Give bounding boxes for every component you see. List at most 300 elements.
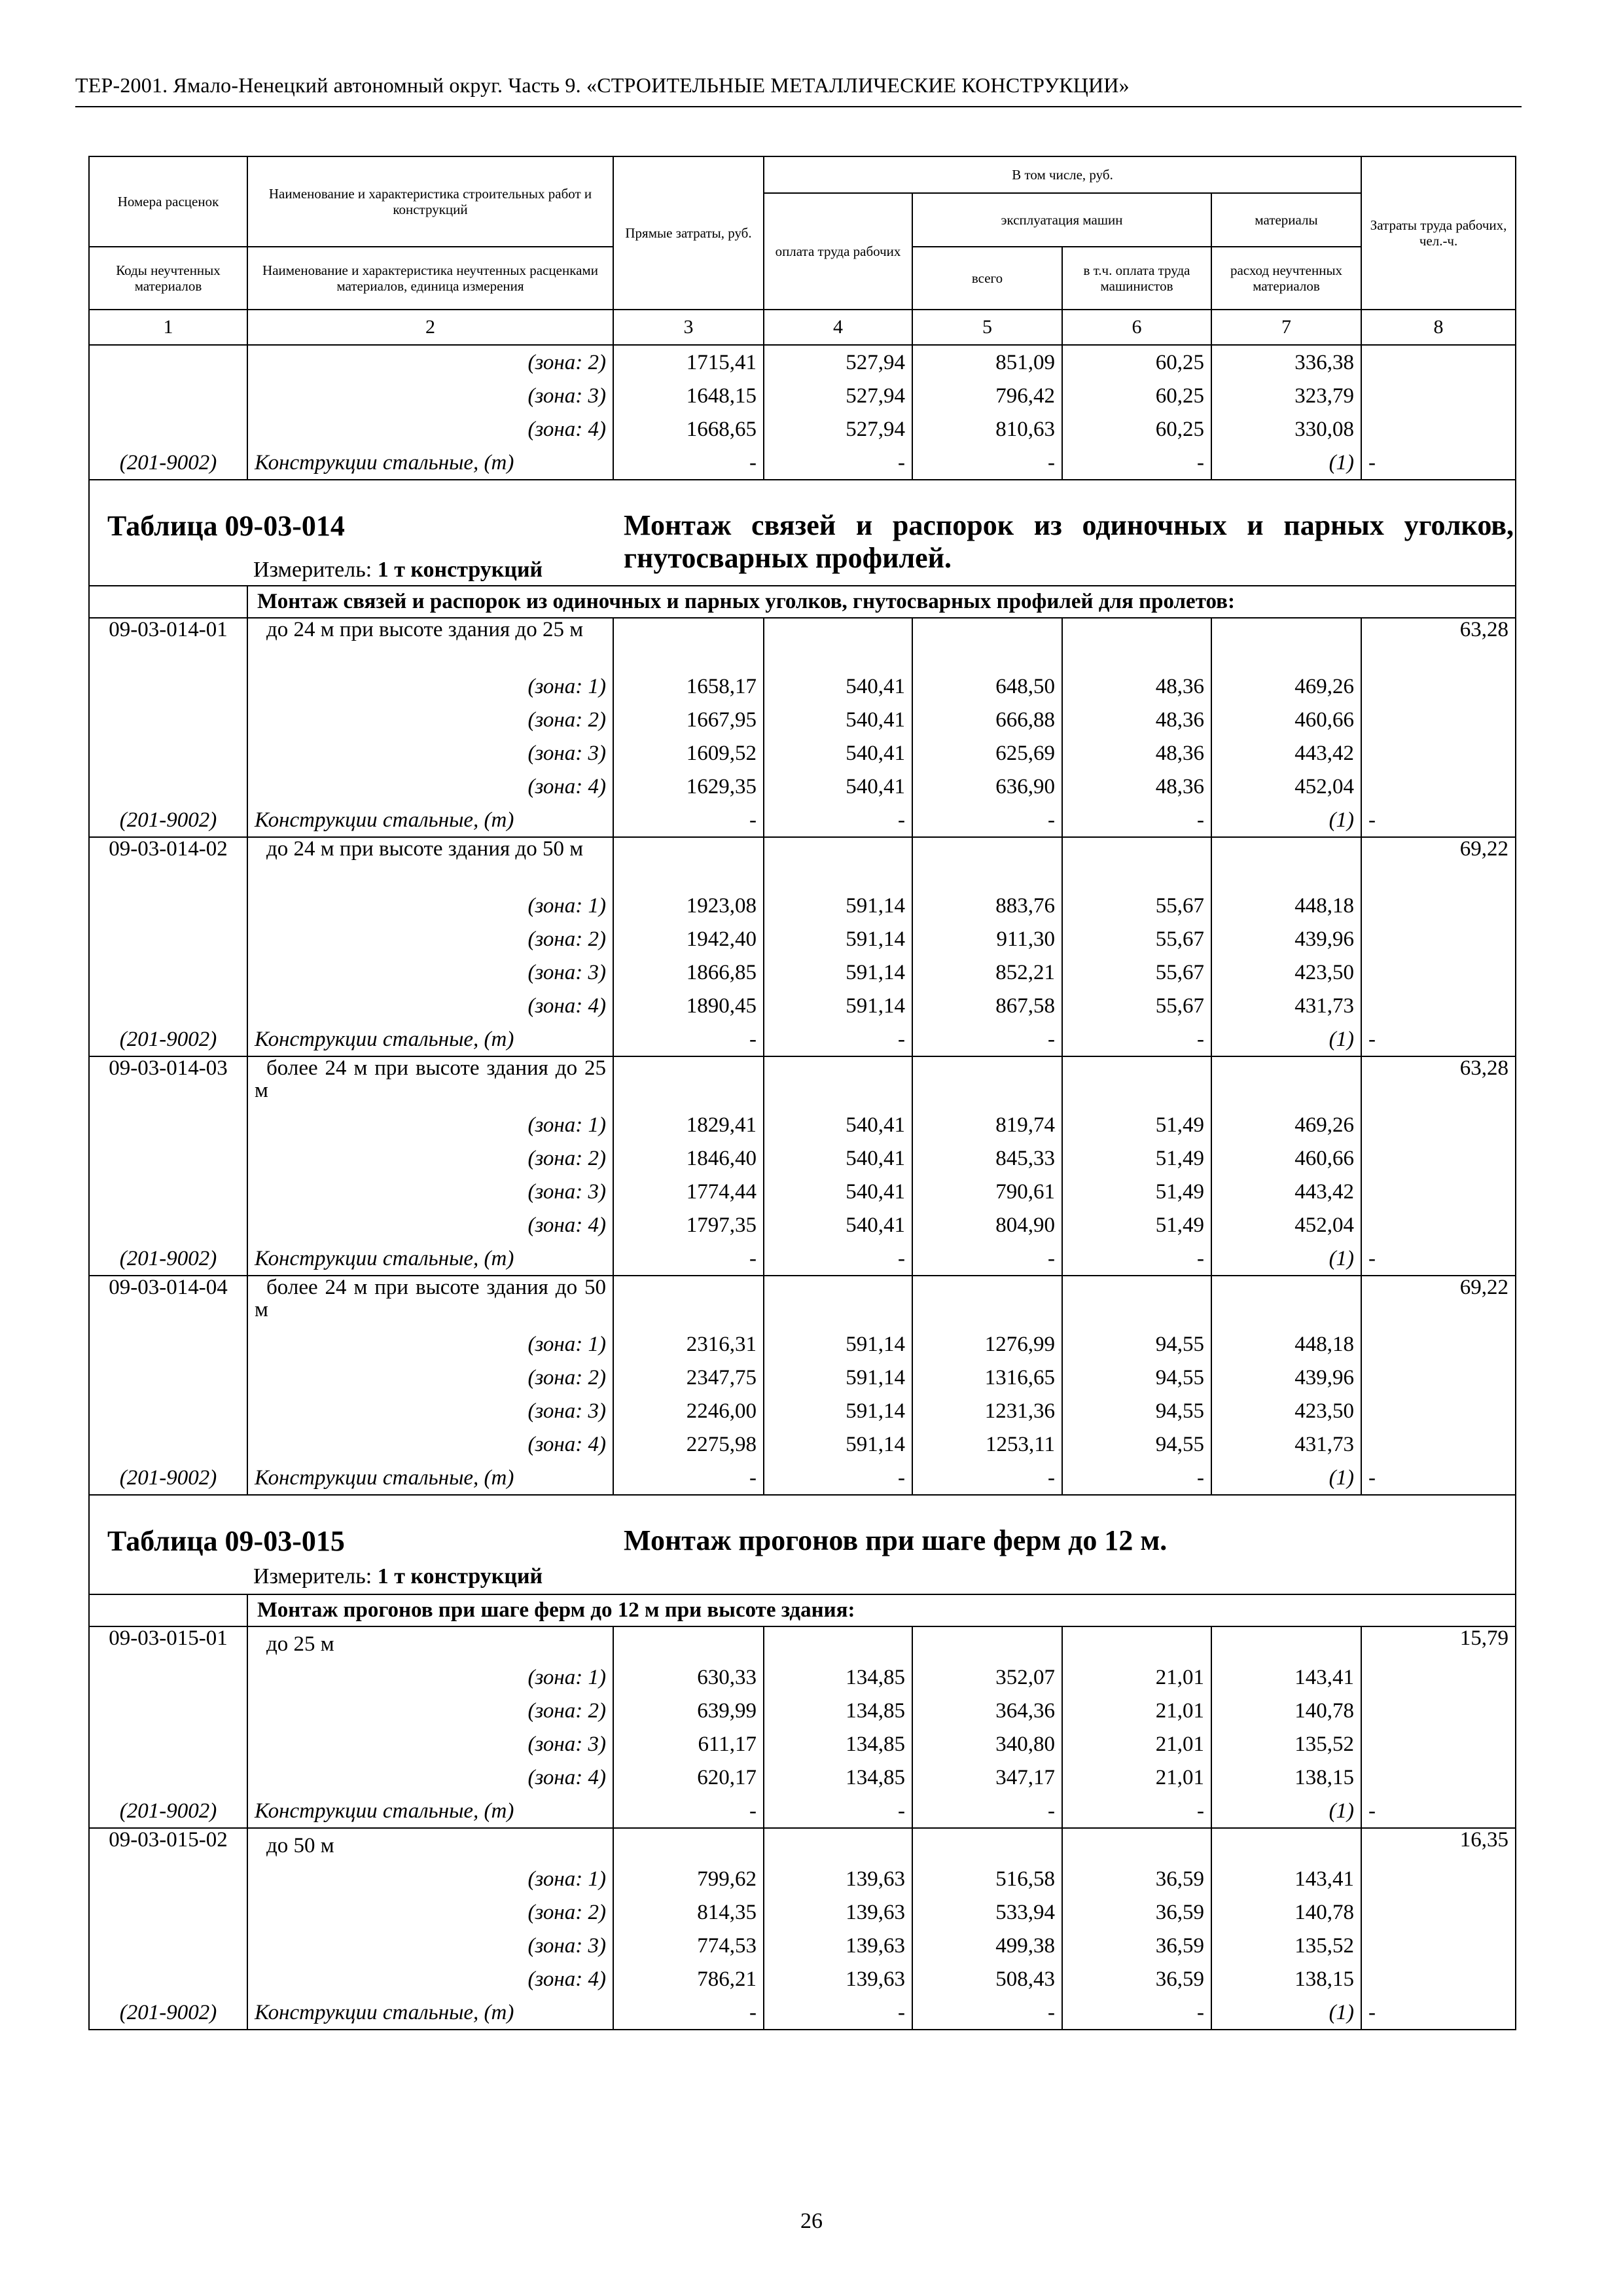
table-title-row [89, 1495, 1516, 1594]
machine-labor: 21,01 [1062, 1694, 1211, 1727]
header-materials: материалы [1211, 193, 1361, 247]
empty-cell [1361, 1208, 1516, 1242]
zone-row [89, 1660, 1516, 1694]
machine-labor: 36,59 [1062, 1929, 1211, 1962]
empty-cell [1211, 1626, 1361, 1660]
table-name: Таблица 09-03-015 [107, 1525, 345, 1557]
material-code: (201-9002) [89, 803, 247, 837]
empty-cell [89, 586, 247, 618]
material-code: (201-9002) [89, 446, 247, 480]
rate-description: до 24 м при высоте здания до 50 м [247, 837, 613, 889]
empty-cell [89, 1394, 247, 1427]
direct-cost: 1890,45 [613, 989, 764, 1022]
materials-cost: 138,15 [1211, 1761, 1361, 1794]
dash-cell: - [912, 1242, 1062, 1276]
direct-cost: 1715,41 [613, 345, 764, 379]
col-number: 2 [247, 310, 613, 345]
rate-description: до 24 м при высоте здания до 25 м [247, 618, 613, 670]
rate-description: более 24 м при высоте здания до 50 м [247, 1276, 613, 1327]
direct-cost: 814,35 [613, 1895, 764, 1929]
materials-cost: 452,04 [1211, 1208, 1361, 1242]
zone-label: (зона: 4) [247, 412, 613, 446]
labor-pay: 591,14 [764, 956, 912, 989]
table-caption: Монтаж прогонов при шаге ферм до 12 м. [624, 1524, 1168, 1556]
machine-labor: 51,49 [1062, 1175, 1211, 1208]
rates-table-body [89, 156, 1516, 2030]
machine-total: 648,50 [912, 670, 1062, 703]
labor-hours: 63,28 [1361, 618, 1516, 670]
empty-cell [1361, 1427, 1516, 1461]
materials-cost: 439,96 [1211, 1361, 1361, 1394]
material-qty: (1) [1211, 803, 1361, 837]
direct-cost: 774,53 [613, 1929, 764, 1962]
table-title-row [89, 480, 1516, 586]
page-number: 26 [800, 2209, 823, 2233]
materials-cost: 469,26 [1211, 670, 1361, 703]
zone-label: (зона: 4) [247, 1208, 613, 1242]
machine-labor: 51,49 [1062, 1208, 1211, 1242]
dash-cell: - [1062, 1461, 1211, 1495]
empty-cell [1361, 1108, 1516, 1141]
machine-labor: 48,36 [1062, 736, 1211, 770]
direct-cost: 620,17 [613, 1761, 764, 1794]
zone-row [89, 1141, 1516, 1175]
zone-label: (зона: 3) [247, 736, 613, 770]
empty-cell [89, 1141, 247, 1175]
empty-cell [89, 1327, 247, 1361]
table-title [90, 480, 1515, 585]
labor-pay: 139,63 [764, 1895, 912, 1929]
labor-pay: 527,94 [764, 345, 912, 379]
material-name: Конструкции стальные, (т) [247, 446, 613, 480]
empty-cell [89, 1361, 247, 1394]
machine-total: 533,94 [912, 1895, 1062, 1929]
labor-pay: 134,85 [764, 1660, 912, 1694]
materials-cost: 140,78 [1211, 1694, 1361, 1727]
machine-labor: 48,36 [1062, 703, 1211, 736]
materials-cost: 460,66 [1211, 703, 1361, 736]
empty-cell [613, 1626, 764, 1660]
item-row [89, 618, 1516, 670]
machine-total: 364,36 [912, 1694, 1062, 1727]
labor-pay: 540,41 [764, 670, 912, 703]
rate-description: до 25 м [247, 1626, 613, 1660]
empty-cell [1361, 1660, 1516, 1694]
section-heading: Монтаж прогонов при шаге ферм до 12 м при высоте здания: [247, 1594, 1516, 1626]
zone-row [89, 1327, 1516, 1361]
machine-total: 851,09 [912, 345, 1062, 379]
zone-label: (зона: 1) [247, 1660, 613, 1694]
material-row [89, 1794, 1516, 1828]
empty-cell [89, 1727, 247, 1761]
material-name: Конструкции стальные, (т) [247, 1022, 613, 1056]
material-qty: (1) [1211, 1996, 1361, 2030]
empty-cell [1062, 618, 1211, 670]
rate-code: 09-03-014-01 [89, 618, 247, 670]
zone-label: (зона: 3) [247, 1394, 613, 1427]
materials-cost: 431,73 [1211, 989, 1361, 1022]
direct-cost: 1846,40 [613, 1141, 764, 1175]
header-col1-bottom: Коды неучтенных материалов [89, 247, 247, 310]
dash-cell: - [1361, 1022, 1516, 1056]
empty-cell [1361, 889, 1516, 922]
labor-pay: 591,14 [764, 922, 912, 956]
empty-cell [89, 1108, 247, 1141]
machine-labor: 94,55 [1062, 1394, 1211, 1427]
measure-value: 1 т конструкций [377, 558, 543, 582]
zone-label: (зона: 2) [247, 703, 613, 736]
machine-labor: 60,25 [1062, 345, 1211, 379]
materials-cost: 138,15 [1211, 1962, 1361, 1996]
empty-cell [89, 1208, 247, 1242]
material-name: Конструкции стальные, (т) [247, 1242, 613, 1276]
header-col8: Затраты труда рабочих, чел.-ч. [1361, 156, 1516, 310]
empty-cell [1361, 1929, 1516, 1962]
empty-cell [89, 1594, 247, 1626]
dash-cell: - [764, 446, 912, 480]
col-number: 4 [764, 310, 912, 345]
empty-cell [1361, 703, 1516, 736]
material-name: Конструкции стальные, (т) [247, 1461, 613, 1495]
direct-cost: 1648,15 [613, 379, 764, 412]
dash-cell: - [1062, 803, 1211, 837]
materials-cost: 423,50 [1211, 1394, 1361, 1427]
empty-cell [613, 618, 764, 670]
empty-cell [1361, 1394, 1516, 1427]
dash-cell: - [613, 1461, 764, 1495]
direct-cost: 1609,52 [613, 736, 764, 770]
dash-cell: - [613, 1022, 764, 1056]
zone-row [89, 736, 1516, 770]
header-col2-bottom: Наименование и характеристика неучтенных расценками материалов, единица измерения [247, 247, 613, 310]
col-number: 5 [912, 310, 1062, 345]
machine-total: 666,88 [912, 703, 1062, 736]
labor-pay: 139,63 [764, 1929, 912, 1962]
direct-cost: 2275,98 [613, 1427, 764, 1461]
dash-cell: - [912, 1022, 1062, 1056]
machine-labor: 36,59 [1062, 1962, 1211, 1996]
header-col4: оплата труда рабочих [764, 193, 912, 310]
materials-cost: 135,52 [1211, 1727, 1361, 1761]
materials-cost: 330,08 [1211, 412, 1361, 446]
materials-cost: 323,79 [1211, 379, 1361, 412]
col-number: 6 [1062, 310, 1211, 345]
empty-cell [1361, 736, 1516, 770]
zone-label: (зона: 1) [247, 1862, 613, 1895]
direct-cost: 630,33 [613, 1660, 764, 1694]
materials-cost: 448,18 [1211, 1327, 1361, 1361]
empty-cell [912, 618, 1062, 670]
zone-label: (зона: 2) [247, 1361, 613, 1394]
dash-cell: - [613, 1794, 764, 1828]
machine-total: 845,33 [912, 1141, 1062, 1175]
zone-label: (зона: 2) [247, 1895, 613, 1929]
table-title [90, 1496, 1515, 1594]
material-row [89, 1461, 1516, 1495]
materials-cost: 143,41 [1211, 1660, 1361, 1694]
empty-cell [1361, 1175, 1516, 1208]
direct-cost: 799,62 [613, 1862, 764, 1895]
empty-cell [1062, 1828, 1211, 1862]
machine-total: 790,61 [912, 1175, 1062, 1208]
machine-total: 516,58 [912, 1862, 1062, 1895]
direct-cost: 1658,17 [613, 670, 764, 703]
machine-total: 810,63 [912, 412, 1062, 446]
rate-description: до 50 м [247, 1828, 613, 1862]
empty-cell [1211, 618, 1361, 670]
dash-cell: - [613, 1996, 764, 2030]
machine-labor: 94,55 [1062, 1361, 1211, 1394]
labor-hours: 69,22 [1361, 1276, 1516, 1327]
header-col5: всего [912, 247, 1062, 310]
empty-cell [89, 989, 247, 1022]
rate-code: 09-03-014-03 [89, 1056, 247, 1108]
empty-cell [1361, 770, 1516, 803]
labor-pay: 540,41 [764, 736, 912, 770]
empty-cell [89, 703, 247, 736]
running-header: ТЕР-2001. Ямало-Ненецкий автономный округ. Часть 9. «СТРОИТЕЛЬНЫЕ МЕТАЛЛИЧЕСКИЕ КОНСТРУКЦИИ» [75, 73, 1130, 97]
labor-pay: 591,14 [764, 989, 912, 1022]
dash-cell: - [613, 803, 764, 837]
empty-cell [89, 1895, 247, 1929]
direct-cost: 2347,75 [613, 1361, 764, 1394]
empty-cell [613, 1276, 764, 1327]
machine-labor: 51,49 [1062, 1108, 1211, 1141]
empty-cell [1062, 837, 1211, 889]
empty-cell [89, 922, 247, 956]
dash-cell: - [764, 1242, 912, 1276]
direct-cost: 786,21 [613, 1962, 764, 1996]
empty-cell [89, 1761, 247, 1794]
empty-cell [1211, 1828, 1361, 1862]
zone-label: (зона: 3) [247, 1727, 613, 1761]
materials-cost: 469,26 [1211, 1108, 1361, 1141]
material-row [89, 1242, 1516, 1276]
materials-cost: 452,04 [1211, 770, 1361, 803]
zone-row [89, 1427, 1516, 1461]
dash-cell: - [912, 1461, 1062, 1495]
material-code: (201-9002) [89, 1022, 247, 1056]
item-row [89, 1056, 1516, 1108]
zone-row [89, 1929, 1516, 1962]
machine-labor: 48,36 [1062, 770, 1211, 803]
zone-row [89, 345, 1516, 379]
empty-cell [89, 1694, 247, 1727]
section-heading: Монтаж связей и распорок из одиночных и парных уголков, гнутосварных профилей для пролетов: [247, 586, 1516, 618]
table-measure [253, 558, 543, 583]
empty-cell [613, 1828, 764, 1862]
dash-cell: - [613, 446, 764, 480]
materials-cost: 423,50 [1211, 956, 1361, 989]
empty-cell [1361, 1895, 1516, 1929]
header-col7: расход неучтенных материалов [1211, 247, 1361, 310]
labor-pay: 540,41 [764, 1208, 912, 1242]
material-code: (201-9002) [89, 1242, 247, 1276]
direct-cost: 2316,31 [613, 1327, 764, 1361]
machine-total: 352,07 [912, 1660, 1062, 1694]
zone-label: (зона: 3) [247, 956, 613, 989]
zone-row [89, 889, 1516, 922]
materials-cost: 448,18 [1211, 889, 1361, 922]
zone-label: (зона: 1) [247, 1108, 613, 1141]
dash-cell: - [764, 1794, 912, 1828]
empty-cell [1361, 1761, 1516, 1794]
empty-cell [89, 1929, 247, 1962]
machine-total: 1316,65 [912, 1361, 1062, 1394]
labor-pay: 527,94 [764, 412, 912, 446]
rate-description: более 24 м при высоте здания до 25 м [247, 1056, 613, 1108]
dash-cell: - [912, 1794, 1062, 1828]
empty-cell [1361, 1694, 1516, 1727]
zone-label: (зона: 2) [247, 922, 613, 956]
zone-row [89, 412, 1516, 446]
machine-total: 340,80 [912, 1727, 1062, 1761]
zone-row [89, 1761, 1516, 1794]
empty-cell [1361, 412, 1516, 446]
labor-pay: 134,85 [764, 1694, 912, 1727]
dash-cell: - [764, 1996, 912, 2030]
material-qty: (1) [1211, 1242, 1361, 1276]
empty-cell [1361, 956, 1516, 989]
dash-cell: - [912, 1996, 1062, 2030]
empty-cell [912, 837, 1062, 889]
empty-cell [89, 1862, 247, 1895]
empty-cell [89, 345, 247, 379]
empty-cell [89, 889, 247, 922]
labor-hours: 15,79 [1361, 1626, 1516, 1660]
material-name: Конструкции стальные, (т) [247, 1996, 613, 2030]
zone-row [89, 922, 1516, 956]
zone-label: (зона: 2) [247, 345, 613, 379]
labor-pay: 134,85 [764, 1727, 912, 1761]
empty-cell [89, 1660, 247, 1694]
zone-row [89, 1108, 1516, 1141]
zone-label: (зона: 2) [247, 1694, 613, 1727]
header-col2-top: Наименование и характеристика строительных работ и конструкций [247, 156, 613, 247]
empty-cell [912, 1056, 1062, 1108]
dash-cell: - [764, 1022, 912, 1056]
dash-cell: - [764, 1461, 912, 1495]
zone-row [89, 1727, 1516, 1761]
dash-cell: - [1361, 1242, 1516, 1276]
machine-total: 499,38 [912, 1929, 1062, 1962]
zone-label: (зона: 4) [247, 770, 613, 803]
machine-labor: 60,25 [1062, 379, 1211, 412]
direct-cost: 611,17 [613, 1727, 764, 1761]
empty-cell [1361, 989, 1516, 1022]
dash-cell: - [1062, 1022, 1211, 1056]
measure-value: 1 т конструкций [377, 1564, 543, 1588]
empty-cell [89, 956, 247, 989]
zone-label: (зона: 3) [247, 1175, 613, 1208]
machine-labor: 55,67 [1062, 956, 1211, 989]
item-row [89, 1626, 1516, 1660]
machine-total: 347,17 [912, 1761, 1062, 1794]
empty-cell [1361, 1327, 1516, 1361]
machine-labor: 36,59 [1062, 1895, 1211, 1929]
machine-total: 883,76 [912, 889, 1062, 922]
empty-cell [912, 1626, 1062, 1660]
direct-cost: 1866,85 [613, 956, 764, 989]
zone-label: (зона: 4) [247, 1962, 613, 1996]
materials-cost: 460,66 [1211, 1141, 1361, 1175]
dash-cell: - [1062, 1794, 1211, 1828]
dash-cell: - [1062, 1996, 1211, 2030]
machine-total: 852,21 [912, 956, 1062, 989]
zone-row [89, 1394, 1516, 1427]
dash-cell: - [613, 1242, 764, 1276]
rate-code: 09-03-015-02 [89, 1828, 247, 1862]
header-col6: в т.ч. оплата труда машинистов [1062, 247, 1211, 310]
material-row [89, 1022, 1516, 1056]
zone-label: (зона: 1) [247, 1327, 613, 1361]
labor-pay: 591,14 [764, 1327, 912, 1361]
dash-cell: - [1361, 1461, 1516, 1495]
rate-code: 09-03-015-01 [89, 1626, 247, 1660]
empty-cell [89, 1175, 247, 1208]
empty-cell [1361, 1962, 1516, 1996]
empty-cell [764, 1056, 912, 1108]
machine-labor: 48,36 [1062, 670, 1211, 703]
machine-total: 911,30 [912, 922, 1062, 956]
direct-cost: 1797,35 [613, 1208, 764, 1242]
direct-cost: 1774,44 [613, 1175, 764, 1208]
labor-pay: 540,41 [764, 770, 912, 803]
material-row [89, 803, 1516, 837]
labor-hours: 63,28 [1361, 1056, 1516, 1108]
direct-cost: 1629,35 [613, 770, 764, 803]
empty-cell [1361, 1141, 1516, 1175]
material-name: Конструкции стальные, (т) [247, 803, 613, 837]
labor-pay: 134,85 [764, 1761, 912, 1794]
zone-label: (зона: 1) [247, 670, 613, 703]
empty-cell [1361, 379, 1516, 412]
zone-row [89, 379, 1516, 412]
zone-row [89, 1175, 1516, 1208]
header-machines: эксплуатация машин [912, 193, 1211, 247]
empty-cell [1361, 1361, 1516, 1394]
col-number: 1 [89, 310, 247, 345]
empty-cell [89, 736, 247, 770]
empty-cell [764, 1626, 912, 1660]
dash-cell: - [912, 446, 1062, 480]
zone-row [89, 989, 1516, 1022]
labor-pay: 540,41 [764, 703, 912, 736]
zone-row [89, 670, 1516, 703]
machine-total: 804,90 [912, 1208, 1062, 1242]
material-name: Конструкции стальные, (т) [247, 1794, 613, 1828]
item-row [89, 1276, 1516, 1327]
header-col3: Прямые затраты, руб. [613, 156, 764, 310]
zone-row [89, 1895, 1516, 1929]
machine-total: 1276,99 [912, 1327, 1062, 1361]
zone-row [89, 703, 1516, 736]
materials-cost: 336,38 [1211, 345, 1361, 379]
empty-cell [764, 618, 912, 670]
machine-labor: 36,59 [1062, 1862, 1211, 1895]
direct-cost: 639,99 [613, 1694, 764, 1727]
direct-cost: 1942,40 [613, 922, 764, 956]
table-caption: Монтаж связей и распорок из одиночных и парных уголков, гнутосварных профилей. [624, 509, 1514, 574]
dash-cell: - [764, 803, 912, 837]
zone-label: (зона: 2) [247, 1141, 613, 1175]
dash-cell: - [1361, 446, 1516, 480]
zone-label: (зона: 3) [247, 1929, 613, 1962]
labor-pay: 527,94 [764, 379, 912, 412]
material-qty: (1) [1211, 1022, 1361, 1056]
materials-cost: 143,41 [1211, 1862, 1361, 1895]
zone-row [89, 770, 1516, 803]
